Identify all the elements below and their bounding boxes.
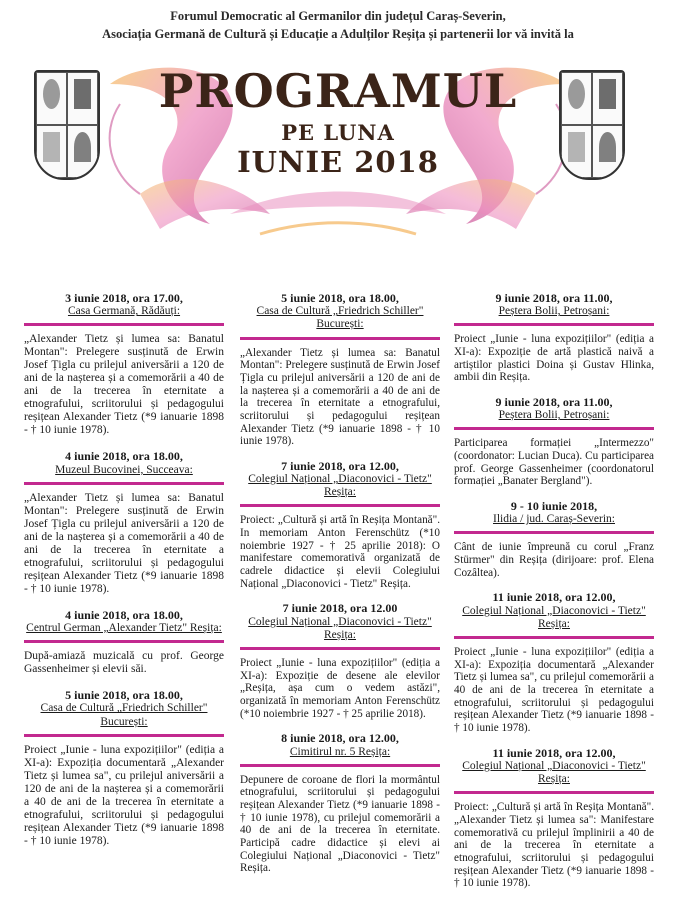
program-title: PROGRAMUL — [158, 64, 518, 118]
event-item — [240, 292, 440, 448]
program-column-left — [24, 292, 224, 861]
event-item — [454, 500, 654, 579]
event-venue: Centrul German „Alexander Tietz" Reșița: — [26, 622, 222, 635]
event-description: Proiect: „Cultură și artă în Reșița Montană". In memoriam Anton Ferenschütz (*10 noiembrie 1927 - † 25 aprilie 2018): O manifestare comemorativă organizată de cadrele didactice și elevii Colegiului Național „Diaconovici - Tietz" Reșița. — [240, 514, 440, 590]
event-venue: Colegiul Național „Diaconovici - Tietz" Reșița: — [462, 759, 646, 786]
event-date: 4 iunie 2018, ora 18.00, — [65, 607, 183, 622]
intro-line-invitation: Asociația Germană de Cultură și Educație a Adulților Reșița și partenerii lor vă invită la — [102, 27, 574, 41]
program-column-middle — [240, 292, 440, 887]
event-date: 7 iunie 2018, ora 12.00 — [282, 601, 398, 616]
event-description: „Alexander Tietz și lumea sa: Banatul Montan": Prelegere susținută de Erwin Josef Țigla cu prilejul aniversării a 120 de ani de la nașterea și a comemorării a 40 de ani de la trecerea în eternitate a etnografului, scriitorului și pedagogului reșițean Alexander Tietz (*9 ianuarie 1898 - † 10 iunie 1978). — [24, 333, 224, 437]
event-date: 7 iunie 2018, ora 12.00, — [281, 458, 399, 473]
event-item — [454, 396, 654, 488]
event-description: Proiect „Iunie - luna expozițiilor" (ediția a XI-a): Expoziția documentară „Alexander Tietz și lumea sa", cu prilejul comemorării a 40 de ani de la trecerea în eternitate a etnografului, scriitorului și pedagogului reșițean Alexander Tietz (*9 ianuarie 1898 - † 10 iunie 1978). — [454, 646, 654, 734]
event-description: Proiect: „Cultură și artă în Reșița Montană". „Alexander Tietz și lumea sa": Manifestare comemorativă cu prilejul împlinirii a 40 de ani de la trecerea în eternitate a etnografului, scriitorului și pedagogului reșițean Alexander Tietz (*9 ianuarie 1898 - † 10 iunie 1978). — [454, 801, 654, 890]
event-venue: Colegiul Național „Diaconovici - Tietz" Reșița: — [248, 473, 432, 499]
event-date: 9 iunie 2018, ora 11.00, — [495, 395, 613, 410]
event-venue: Casa Germană, Rădăuți: — [67, 305, 181, 318]
event-venue: Ilidia / jud. Caraș-Severin: — [493, 513, 615, 526]
program-column-right — [454, 292, 654, 902]
event-description: Proiect „Iunie - luna expozițiilor" (ediția a XI-a): Expoziție de desene ale elevilor „Reșița, așa cum o vedem astăzi", organizată în memoriam Anton Ferenschütz (*10 noiembrie 1927 - † 25 aprilie 2018). — [240, 657, 440, 720]
event-item — [24, 609, 224, 676]
event-date: 9 - 10 iunie 2018, — [510, 499, 598, 514]
event-divider — [454, 323, 654, 326]
event-venue: Casa de Cultură „Friedrich Schiller" București: — [40, 702, 208, 728]
event-divider — [24, 323, 224, 326]
event-date: 5 iunie 2018, ora 18.00, — [281, 291, 399, 305]
event-description: Proiect „Iunie - luna expozițiilor" (ediția a XI-a): Expoziția documentară „Alexander Tietz și lumea sa", cu prilejul aniversării a 120 de ani de la nașterea și a comemorării a 40 de ani de la trecerea în eternitate a etnografului, scriitorului și pedagogului reșițean Alexander Tietz (*9 ianuarie 1898 - † 10 iunie 1978). — [24, 743, 224, 847]
event-divider — [454, 636, 654, 639]
event-description: Proiect „Iunie - luna expozițiilor" (ediția a XI-a): Expoziție de artă plastică naivă a artiștilor plastici Doina și Gustav Hlinka, ambii din Reșița. — [454, 333, 654, 384]
event-venue: Casa de Cultură „Friedrich Schiller" București: — [256, 305, 424, 331]
event-divider — [24, 482, 224, 485]
event-date: 4 iunie 2018, ora 18.00, — [65, 449, 183, 464]
event-venue: Colegiul Național „Diaconovici - Tietz" Reșița: — [462, 604, 646, 630]
event-item — [240, 732, 440, 875]
event-divider — [240, 504, 440, 507]
event-description: „Alexander Tietz și lumea sa: Banatul Montan": Prelegere susținută de Erwin Josef Țigla cu prilejul aniversării a 120 de ani de la nașterea și a comemorării a 40 de ani de la trecerea în eternitate a etnografului, scriitorului și pedagogului reșițean Alexander Tietz (*9 ianuarie 1898 - † 10 iunie 1978). — [240, 346, 440, 448]
event-item — [454, 292, 654, 384]
event-date: 5 iunie 2018, ora 18.00, — [65, 688, 183, 703]
event-date: 11 iunie 2018, ora 12.00, — [492, 745, 616, 760]
event-divider — [240, 764, 440, 767]
event-item — [240, 460, 440, 591]
event-venue: Peștera Bolii, Petroșani: — [498, 305, 610, 318]
event-item — [454, 591, 654, 734]
event-description: Participarea formației „Intermezzo" (coordonator: Lucian Duca). Cu participarea prof. George Gassenheimer (coordonatorul formației „Banater Bergland"). — [454, 437, 654, 488]
event-date: 11 iunie 2018, ora 12.00, — [492, 590, 616, 605]
event-divider — [454, 531, 654, 534]
event-description: După-amiază muzicală cu prof. George Gassenheimer și elevii săi. — [24, 650, 224, 676]
event-description: Depunere de coroane de flori la mormântul etnografului, scriitorului și pedagogului reșițean Alexander Tietz (*9 ianuarie 1898 - † 10 iunie 1978), cu prilejul comemorării a 40 de ani de la trecerea în eternitate. Participă cadre didactice și elevi ai Colegiului Național „Diaconovici - Tietz" Reșița. — [240, 773, 440, 875]
event-description: Cânt de iunie împreună cu corul „Franz Stürmer" din Reșița (dirijoare: prof. Elena Cozâltea). — [454, 541, 654, 579]
event-divider — [240, 337, 440, 340]
event-venue: Colegiul Național „Diaconovici - Tietz" Reșița: — [248, 615, 432, 641]
event-divider — [24, 640, 224, 643]
event-item — [240, 602, 440, 720]
event-date: 8 iunie 2018, ora 12.00, — [281, 731, 399, 746]
event-venue: Muzeul Bucovinei, Succeava: — [55, 463, 193, 476]
event-divider — [454, 427, 654, 430]
event-divider — [240, 647, 440, 650]
event-item — [454, 747, 654, 890]
event-item — [24, 292, 224, 437]
program-month: IUNIE 2018 — [237, 145, 439, 179]
program-subtitle: PE LUNA — [281, 120, 395, 145]
event-item — [24, 450, 224, 595]
event-date: 9 iunie 2018, ora 11.00, — [495, 291, 613, 305]
event-divider — [24, 734, 224, 737]
event-venue: Peștera Bolii, Petroșani: — [498, 409, 610, 422]
event-date: 3 iunie 2018, ora 17.00, — [65, 291, 183, 305]
intro-line-organizer: Forumul Democratic al Germanilor din județul Caraș-Severin, — [170, 9, 506, 23]
event-venue: Cimitirul nr. 5 Reșița: — [289, 745, 391, 758]
event-item — [24, 689, 224, 848]
event-description: „Alexander Tietz și lumea sa: Banatul Montan": Prelegere susținută de Erwin Josef Țigla cu prilejul aniversării a 120 de ani de la nașterea și a comemorării a 40 de ani de la trecerea în eternitate a etnografului, scriitorului și pedagogului reșițean Alexander Tietz (*9 ianuarie 1898 - † 10 iunie 1978). — [24, 491, 224, 595]
event-divider — [454, 791, 654, 794]
